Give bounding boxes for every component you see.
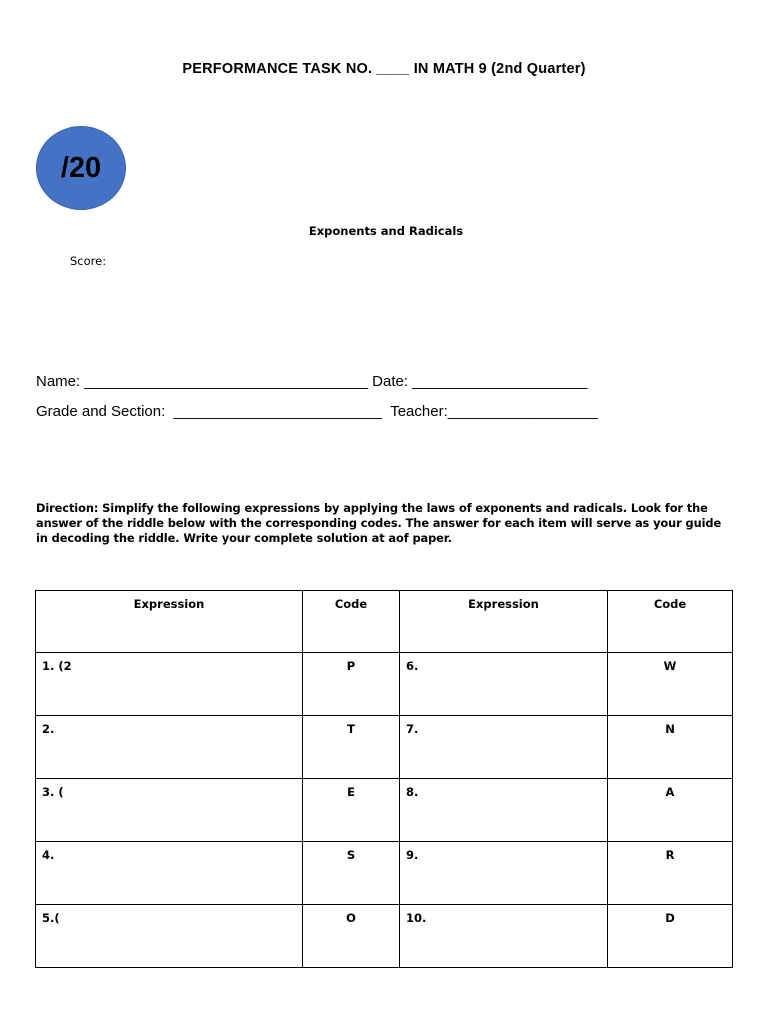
code-cell: R bbox=[608, 842, 733, 905]
expression-cell: 2. bbox=[36, 716, 303, 779]
score-label: Score: bbox=[70, 254, 107, 268]
expression-cell: 6. bbox=[400, 653, 608, 716]
header-code: Code bbox=[608, 591, 733, 653]
table-row bbox=[36, 779, 733, 842]
topic-subtitle: Exponents and Radicals bbox=[308, 224, 464, 238]
code-cell: W bbox=[608, 653, 733, 716]
expression-cell: 10. bbox=[400, 905, 608, 968]
code-cell: T bbox=[303, 716, 400, 779]
code-cell: O bbox=[303, 905, 400, 968]
score-badge bbox=[36, 126, 126, 210]
table-row bbox=[36, 653, 733, 716]
expression-cell: 4. bbox=[36, 842, 303, 905]
grade-teacher-line: Grade and Section: _________________________ Teacher:__________________ bbox=[36, 403, 598, 420]
name-date-line: Name: __________________________________ Date: _____________________ bbox=[36, 373, 588, 390]
code-cell: S bbox=[303, 842, 400, 905]
code-cell: A bbox=[608, 779, 733, 842]
expression-cell: 9. bbox=[400, 842, 608, 905]
expression-cell: 1. (2 bbox=[36, 653, 303, 716]
table-row bbox=[36, 716, 733, 779]
code-cell: E bbox=[303, 779, 400, 842]
table-row bbox=[36, 842, 733, 905]
expression-cell: 3. ( bbox=[36, 779, 303, 842]
table-header-row bbox=[36, 591, 733, 653]
expression-cell: 8. bbox=[400, 779, 608, 842]
expression-cell: 5.( bbox=[36, 905, 303, 968]
document-title: PERFORMANCE TASK NO. ____ IN MATH 9 (2nd Quarter) bbox=[182, 61, 586, 77]
header-expression: Expression bbox=[36, 591, 303, 653]
code-cell: D bbox=[608, 905, 733, 968]
header-expression: Expression bbox=[400, 591, 608, 653]
expression-cell: 7. bbox=[400, 716, 608, 779]
code-cell: P bbox=[303, 653, 400, 716]
riddle-table bbox=[35, 590, 733, 968]
direction-text: Direction: Simplify the following expressions by applying the laws of exponents and radicals. Look for the answer of the riddle below with the corresponding codes. The answer for each item will serve as your guide in decoding the riddle. Write your complete solution at aof paper. bbox=[36, 501, 722, 545]
header-code: Code bbox=[303, 591, 400, 653]
score-badge-text: /20 bbox=[60, 151, 102, 184]
table-row bbox=[36, 905, 733, 968]
code-cell: N bbox=[608, 716, 733, 779]
